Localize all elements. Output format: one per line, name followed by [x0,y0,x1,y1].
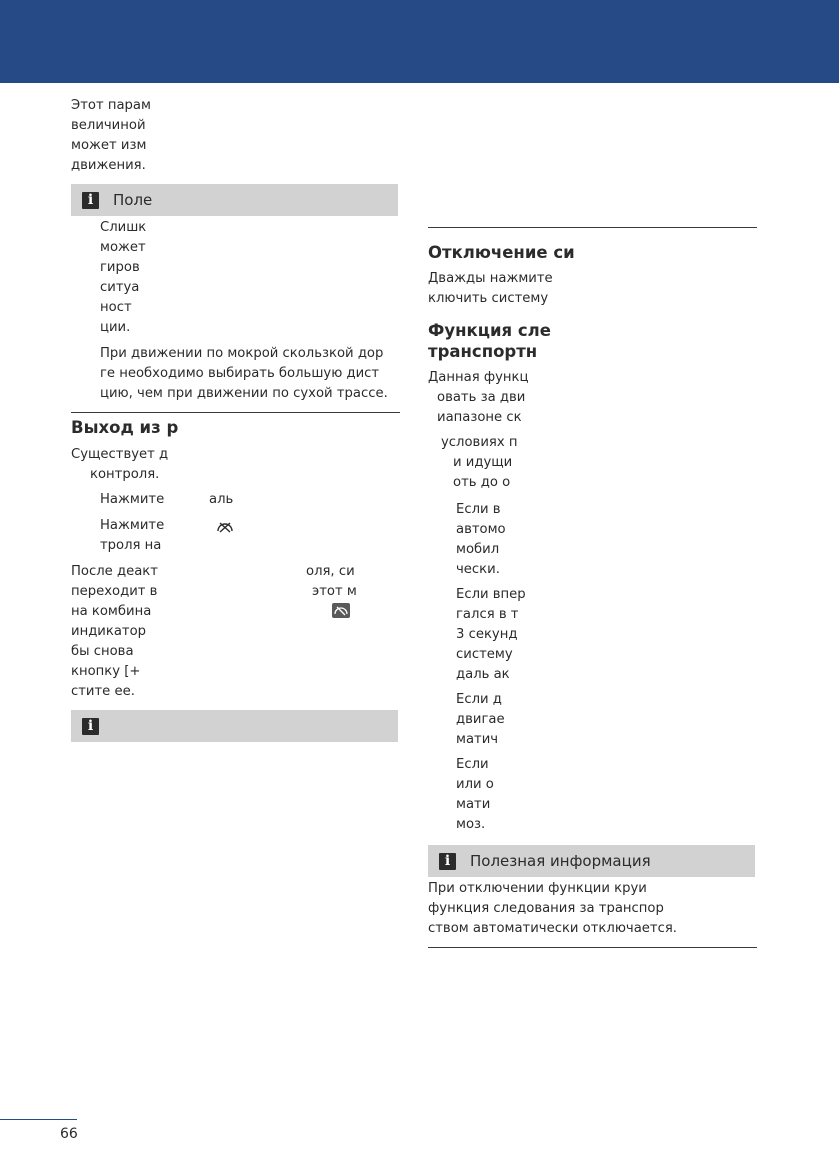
intro-paragraph [71,96,151,176]
text-line: 3 секунд [456,627,518,642]
text-line: величиной [71,118,146,133]
text-line: функция следования за транспор [428,901,664,916]
info-bar-useful [71,184,398,216]
follow-paragraph [428,368,528,428]
list-item [456,585,526,685]
text-line: Дважды нажмите [428,271,553,286]
info-bar-useful-right [428,845,755,877]
text-line: кнопку [+ [71,664,141,679]
list-item [456,500,506,580]
text-line: этот м [312,584,357,599]
text-line: и идущи [453,455,513,470]
text-line: автомо [456,522,506,537]
info-title: Поле [113,191,153,209]
section-divider [428,947,757,948]
text-line: двигае [456,712,505,727]
after-deactivation-paragraph [71,562,158,702]
off-paragraph [428,269,553,309]
page-number: 66 [60,1126,78,1142]
text-line: или о [456,777,494,792]
text-line: чески. [456,562,500,577]
text-line: При отключении функции круи [428,881,647,896]
cruise-indicator-icon [331,602,351,619]
text-line: может [100,240,146,255]
text-line: иапазоне ск [437,410,522,425]
text-line: ситуа [100,280,140,295]
info-title: Полезная информация [470,852,651,870]
text-line: бы снова [71,644,134,659]
text-line: даль ак [456,667,510,682]
text-line: Слишк [100,220,147,235]
text-line: на комбина [71,604,152,619]
text-line: мати [456,797,491,812]
section-heading-off: Отключение си [428,243,575,262]
exit-paragraph [71,445,168,485]
text-line: троля на [100,538,162,553]
text-line: переходит в [71,584,158,599]
footer-rule [0,1119,77,1120]
list-item [456,755,494,835]
section-heading-follow [428,320,551,362]
text-line: ге необходимо выбирать большую дист [100,366,380,381]
info-text [428,879,677,939]
text-line: индикатор [71,624,147,639]
text-line: При движении по мокрой скользкой дор [100,346,384,361]
info-bar-empty [71,710,398,742]
info-icon: i [82,718,99,735]
list-item [456,690,505,750]
text-line: Если в [456,502,501,517]
text-line: Если впер [456,587,526,602]
section-divider [71,412,400,413]
heading-line: транспортн [428,342,538,361]
text-line: ност [100,300,132,315]
text-line: движения. [71,158,146,173]
text-line: Данная функц [428,370,529,385]
text-line: матич [456,732,499,747]
text-line: Этот парам [71,98,151,113]
text-line: систему [456,647,513,662]
text-line: оть до о [453,475,511,490]
conditions-paragraph [441,433,517,493]
text-line: стите ее. [71,684,135,699]
bullet-item: Нажмите [100,492,165,507]
info-icon: i [82,192,99,209]
wet-road-text [100,344,388,404]
text-line: оля, си [306,564,355,579]
text-line: аль [209,492,234,507]
text-line: цию, чем при движении по сухой трассе. [100,386,388,401]
section-divider [428,227,757,228]
text-line: гался в т [456,607,519,622]
text-line: моз. [456,817,486,832]
info-icon: i [439,853,456,870]
text-line: ством автоматически отключается. [428,921,677,936]
text-line: мобил [456,542,500,557]
text-line: может изм [71,138,147,153]
heading-line: Функция сле [428,321,551,340]
cruise-control-icon [215,518,235,534]
text-line: гиров [100,260,140,275]
header-bar [0,0,839,83]
info-text [100,218,146,338]
text-line: овать за дви [437,390,526,405]
section-heading-exit: Выход из р [71,418,179,437]
bullet-item [100,516,164,556]
text-line: условиях п [441,435,518,450]
text-line: После деакт [71,564,158,579]
text-line: ции. [100,320,131,335]
text-line: Если [456,757,489,772]
text-line: Если д [456,692,502,707]
text-line: Существует д [71,447,169,462]
text-line: Нажмите [100,518,165,533]
text-line: ключить систему [428,291,549,306]
text-line: контроля. [90,467,160,482]
